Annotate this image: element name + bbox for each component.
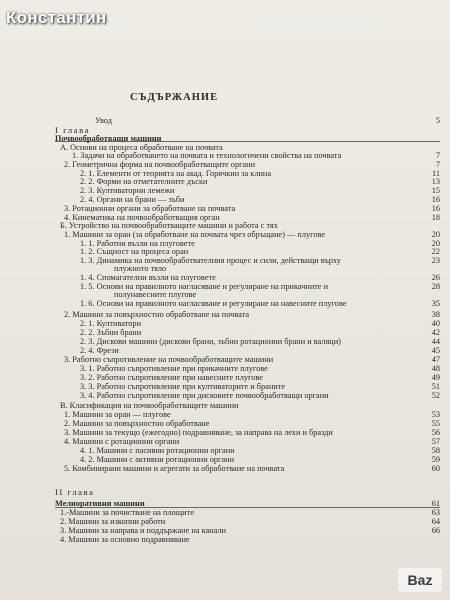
toc-entry-text: 1. Машини за оран — плугове	[64, 410, 171, 419]
toc-entry-page: 18	[431, 213, 440, 222]
toc-entry-text: 1. Задачи на обработването на почвата и технологичени свойства на почвата	[72, 151, 342, 160]
toc-entry-page: 13	[431, 177, 440, 186]
toc-entry-text: 2. 3. Култиваторни лемежи	[80, 186, 175, 195]
toc-entry-page: 51	[431, 382, 440, 391]
toc-entry-text: В. Класификация на почвообработващите машини	[60, 401, 239, 410]
toc-entry-text: I глава	[55, 125, 91, 135]
toc-entry-page: 42	[431, 328, 440, 337]
toc-entry	[0, 299, 450, 309]
toc-entry-text: 3. 4. Работно съпротивление при дисковите почвообработващи органи	[80, 391, 329, 400]
toc-entry-text: 5. Комбинирани машини и агрегати за обработване на почвата	[64, 464, 285, 473]
toc-entry-text: А. Основи на процеса обработване на почвата	[60, 143, 223, 152]
toc-entry	[0, 487, 450, 497]
toc-entry-page: 20	[431, 230, 440, 239]
toc-entry-text: 3. 3. Работно съпротивление при култиваторите и браните	[80, 382, 286, 391]
toc-entry-text: Увод	[95, 116, 112, 125]
seller-watermark: Константин	[6, 8, 107, 27]
toc-entry-page: 23	[431, 256, 440, 265]
toc-entry-page: 66	[431, 526, 440, 535]
toc-entry-page: 56	[431, 428, 440, 437]
toc-entry-text: Б. Устройство на почвообработващите машини и работа с тях	[60, 221, 278, 230]
toc-entry-page: 52	[431, 391, 440, 400]
toc-entry-text: 4. 2. Машини с активни ротационни органи	[80, 455, 235, 464]
toc-entry	[0, 464, 450, 474]
brand-watermark: Baz	[398, 568, 442, 592]
toc-entry-page: 38	[431, 310, 440, 319]
toc-entry-page: 63	[431, 508, 440, 517]
toc-entry-text: 3. 1. Работно съпротивление при прикачните плугове	[80, 364, 268, 373]
toc-entry-text: 1.-Машини за почистване на площите	[60, 508, 194, 517]
toc-entry-page: 64	[431, 517, 440, 526]
toc-entry-text: 3. Ротационни органи за обработване на почвата	[64, 204, 236, 213]
toc-entry-text: 2. 3. Дискови машини (дискови брани, зъбни ротационни брани и валяци)	[80, 337, 341, 346]
toc-entry-text: 1. 2. Същност на процеса оран	[80, 247, 189, 256]
toc-entry-text: 1. 3. Динамика на почвообработвателния процес и сили, действащи върху	[80, 256, 341, 265]
toc-entry-text: Мелиоративни машини	[55, 499, 145, 508]
toc-entry-text: 1. 1. Работни възли на плуговете	[80, 239, 195, 248]
toc-entry-page: 44	[431, 337, 440, 346]
toc-entry-page: 16	[431, 204, 440, 213]
toc-entry-page: 7	[435, 151, 440, 160]
toc-entry-text: 2. 4. Органи на брани — зъби	[80, 195, 185, 204]
toc-entry-text: 2. Машини за повърхностно обработване на почвата	[64, 310, 250, 319]
toc-entry-page: 28	[431, 282, 440, 291]
toc-entry-page: 60	[431, 464, 440, 473]
toc-entry	[0, 391, 450, 401]
toc-entry-text: 4. 1. Машини с пасивни ротационни органи	[80, 446, 235, 455]
toc-entry-text: 1. 6. Основи на правилното нагласяване и регулиране на навесните плугове	[80, 299, 347, 308]
toc-entry-text: II глава	[55, 487, 95, 497]
toc-entry-text: 2. 1. Елементи от теорията на акад. Горячкин за клина	[80, 169, 272, 178]
toc-entry-text: 3. Машини за направа и поддържане на канали	[60, 526, 226, 535]
toc-entry-text: 2. 2. Зъбни брани	[80, 328, 142, 337]
toc-entry-text: 3. Работно съпротивление на почвообработващите машини	[64, 355, 274, 364]
toc-entry-page: 61	[431, 499, 440, 508]
toc-entry-page: 55	[431, 419, 440, 428]
toc-entry-page: 35	[431, 299, 440, 308]
toc-entry-page: 15	[431, 186, 440, 195]
toc-entry-text: 4. Машини с ротационни органи	[64, 437, 180, 446]
toc-entry-page: 48	[431, 364, 440, 373]
toc-entry-text: полунавесните плугове	[114, 290, 197, 299]
toc-entry-text: 3. Машини за текущо (ежегодно) подравняване, за направа на лехи и бразди	[64, 428, 333, 437]
toc-entry-text: 2. Геометрична форма на почвообработващите органи	[64, 160, 256, 169]
toc-entry-page: 40	[431, 319, 440, 328]
toc-entry-text: 2. 1. Култиватори	[80, 319, 142, 328]
toc-entry-page: 11	[432, 169, 440, 178]
toc-entry-page: 53	[431, 410, 440, 419]
toc-entry-page: 26	[431, 273, 440, 282]
toc-entry-page: 7	[435, 160, 440, 169]
toc-entry	[0, 535, 450, 545]
toc-entry-text: 1. 4. Спомагателни възли на плуговете	[80, 273, 216, 282]
toc-entry-text: 1. 5. Основи на правилното нагласяване и регулиране на прикачните и	[80, 282, 329, 291]
toc-entry-text: 3. 2. Работно съпротивление при навесните плугове	[80, 373, 263, 382]
toc-entry-page: 58	[431, 446, 440, 455]
toc-entry-text: 1. Машини за оран (за обработване на почвата чрез обръщане) — плугове	[64, 230, 326, 239]
toc-entry-text: 2. 2. Форми на отметателните дъски	[80, 177, 208, 186]
toc-entry-text: плужното тяло	[114, 264, 167, 273]
toc-entry-page: 47	[431, 355, 440, 364]
toc-entry-page: 20	[431, 239, 440, 248]
toc-entry-page: 49	[431, 373, 440, 382]
toc-entry-text: 2. Машини за повърхностно обработване	[64, 419, 210, 428]
toc-entry-text: 4. Машини за основно подравняване	[60, 535, 190, 544]
toc-entry-text: 2. Машини за изкопни работи	[60, 517, 166, 526]
toc-entry-page: 57	[431, 437, 440, 446]
toc-entry-text: 2. 4. Фрези	[80, 346, 119, 355]
toc-entry-page: 59	[431, 455, 440, 464]
toc-entry-page: 16	[431, 195, 440, 204]
page-title: СЪДЪРЖАНИЕ	[130, 92, 219, 103]
toc-entry-page: 22	[431, 247, 440, 256]
toc-entry-text: Почвообработващи машини	[55, 134, 162, 143]
toc-entry-page: 45	[431, 346, 440, 355]
toc-entry-page: 5	[435, 116, 440, 125]
toc-entry-text: 4. Кинематика на почвообработващия орган	[64, 213, 220, 222]
